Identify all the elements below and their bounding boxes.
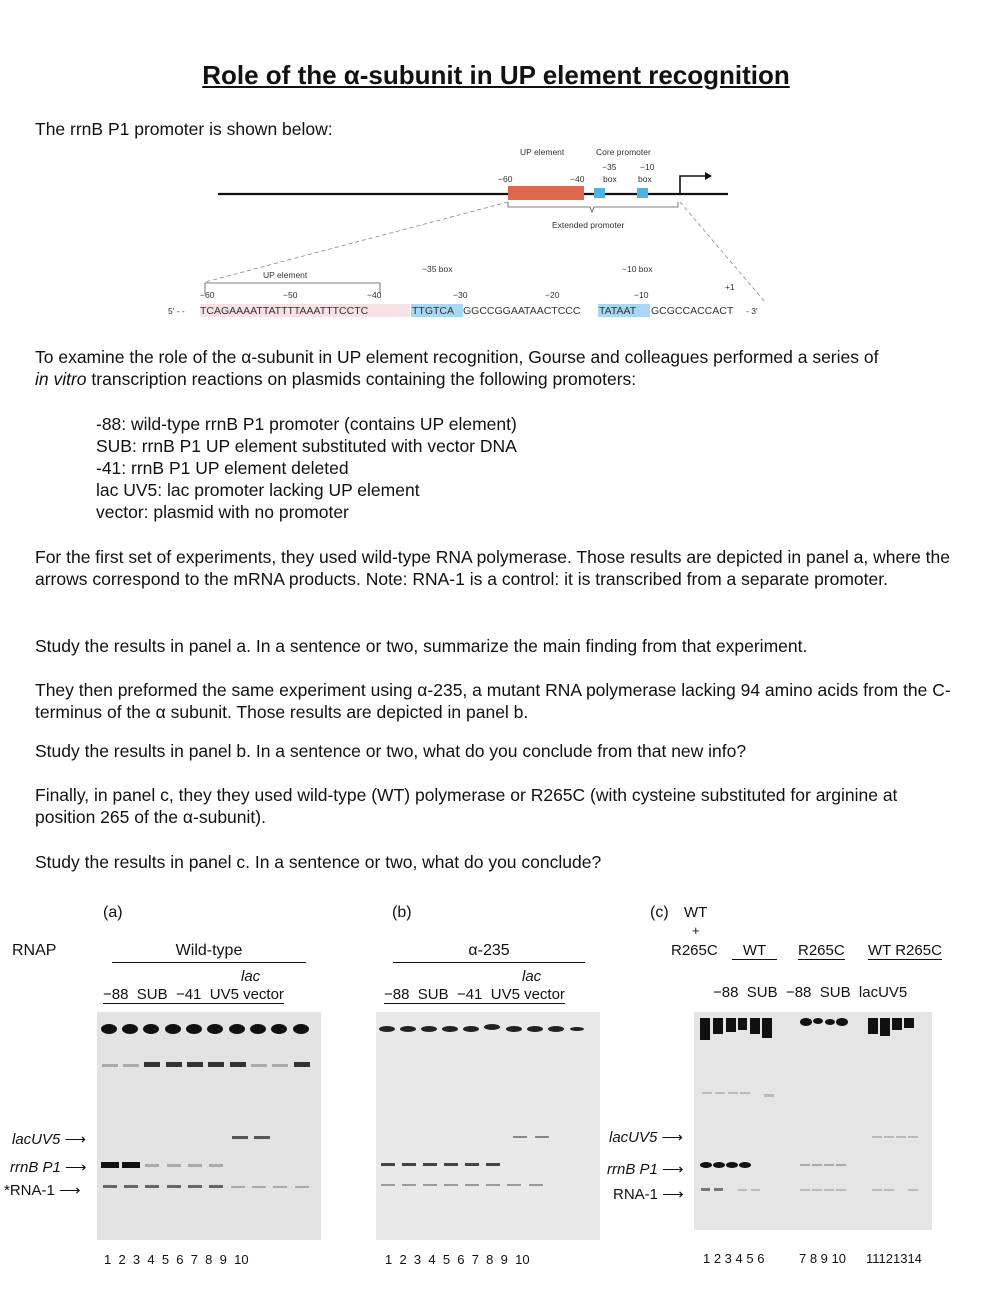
minus10-box: [637, 188, 648, 198]
svg-text:−60: −60: [200, 290, 215, 300]
promoter-list: [96, 413, 796, 523]
up-element-box: [508, 186, 584, 200]
sequence-downstream: GCGCCACCACT: [651, 305, 734, 317]
list-item: SUB: rrnB P1 UP element substituted with vector DNA: [96, 436, 517, 456]
alpha235-paragraph: They then preformed the same experiment using α-235, a mutant RNA polymerase lacking 94 amino acids from the C-terminus of the α subunit. Those results are depicted in panel b.: [35, 680, 951, 722]
a-label-rna1: *RNA-1 ⟶: [4, 1182, 81, 1199]
question-a: Study the results in panel a. In a sentence or two, summarize the main finding from that experiment.: [35, 636, 808, 656]
panel-b-lanes: −88 SUB −41 UV5 vector: [384, 986, 565, 1003]
panel-c-lane-numbers-1: 1 2 3 4 5 6: [703, 1251, 765, 1266]
svg-text:−35 box: −35 box: [422, 264, 453, 274]
panel-b-lane-numbers: 1 2 3 4 5 6 7 8 9 10: [385, 1252, 530, 1267]
svg-text:−30: −30: [453, 290, 468, 300]
svg-text:- 3′: - 3′: [746, 306, 758, 316]
panel-a-lane-numbers: 1 2 3 4 5 6 7 8 9 10: [104, 1252, 249, 1267]
svg-text:box: box: [638, 174, 652, 184]
page-title: Role of the α-subunit in UP element recognition: [202, 60, 790, 90]
sequence-spacer: GGCCGGAATAACTCCC: [463, 305, 581, 317]
panel-c-label: (c): [650, 904, 669, 921]
question-c: Study the results in panel c. In a sentence or two, what do you conclude?: [35, 852, 602, 872]
svg-text:+1: +1: [725, 282, 735, 292]
list-item: vector: plasmid with no promoter: [96, 502, 349, 522]
svg-text:−35: −35: [602, 162, 617, 172]
svg-text:box: box: [603, 174, 617, 184]
svg-text:−20: −20: [545, 290, 560, 300]
sequence-minus10: TATAAT: [599, 305, 637, 317]
b-label-rna1: RNA-1 ⟶: [613, 1186, 684, 1203]
panel-c-lane-numbers-2: 7 8 9 10: [799, 1251, 846, 1266]
gel-b: [376, 1012, 600, 1240]
question-b: Study the results in panel b. In a sentence or two, what do you conclude from that new info?: [35, 741, 747, 761]
examine-paragraph: To examine the role of the α-subunit in UP element recognition, Gourse and colleagues performed a series of in vitro transcription reactions on plasmids containing the following promoters:: [35, 347, 879, 389]
svg-text:−40: −40: [570, 174, 585, 184]
svg-text:UP element: UP element: [263, 270, 308, 280]
svg-text:−10: −10: [640, 162, 655, 172]
diagram-up-label: UP element: [520, 147, 565, 157]
extended-promoter-label: Extended promoter: [552, 220, 625, 230]
svg-text:5′ - -: 5′ - -: [168, 306, 185, 316]
diagram-core-label: Core promoter: [596, 147, 651, 157]
svg-text:−40: −40: [367, 290, 382, 300]
minus35-box: [594, 188, 605, 198]
panel-c-lane-numbers-3: 11121314: [866, 1251, 922, 1266]
panel-b-header: α-235: [393, 942, 585, 963]
first-set-paragraph: For the first set of experiments, they used wild-type RNA polymerase. Those results are depicted in panel a, where the arrows correspond to the mRNA products. Note: RNA-1 is a control: it is transcribed from a separate promoter.: [35, 547, 950, 589]
gel-a: [97, 1012, 321, 1240]
promoter-diagram: [160, 140, 810, 330]
rnap-label: RNAP: [12, 942, 57, 959]
a-label-rrnbp1: rrnB P1 ⟶: [10, 1159, 87, 1176]
svg-text:−60: −60: [498, 174, 513, 184]
svg-text:−50: −50: [283, 290, 298, 300]
transcription-start-arrow: [680, 176, 705, 194]
panel-a-lanes: −88 SUB −41 UV5 vector: [103, 986, 284, 1003]
panel-c-paragraph: Finally, in panel c, they they used wild-type (WT) polymerase or R265C (with cysteine substituted for arginine at position 265 of the α-subunit).: [35, 785, 898, 827]
panel-c-lanes: −88 SUB −88 SUB lacUV5: [713, 984, 908, 1001]
panel-a-header: Wild-type: [112, 942, 306, 963]
sequence-ticks: [200, 282, 735, 300]
sequence-minus35: TTGTCA: [412, 305, 454, 317]
list-item: lac UV5: lac promoter lacking UP element: [96, 480, 420, 500]
panel-b-label: (b): [392, 904, 412, 921]
gel-c: [694, 1012, 932, 1230]
svg-text:−10 box: −10 box: [622, 264, 653, 274]
svg-text:−10: −10: [634, 290, 649, 300]
a-label-lacuv5: lacUV5 ⟶: [12, 1131, 87, 1148]
b-label-rrnbp1: rrnB P1 ⟶: [607, 1161, 684, 1178]
b-label-lacuv5: lacUV5 ⟶: [609, 1129, 684, 1146]
sequence-up: TCAGAAAATTATTTTAAATTTCCTC: [200, 305, 369, 317]
list-item: -88: wild-type rrnB P1 promoter (contains UP element): [96, 414, 517, 434]
list-item: -41: rrnB P1 UP element deleted: [96, 458, 349, 478]
intro-text: The rrnB P1 promoter is shown below:: [35, 119, 333, 139]
panel-a-label: (a): [103, 904, 123, 921]
